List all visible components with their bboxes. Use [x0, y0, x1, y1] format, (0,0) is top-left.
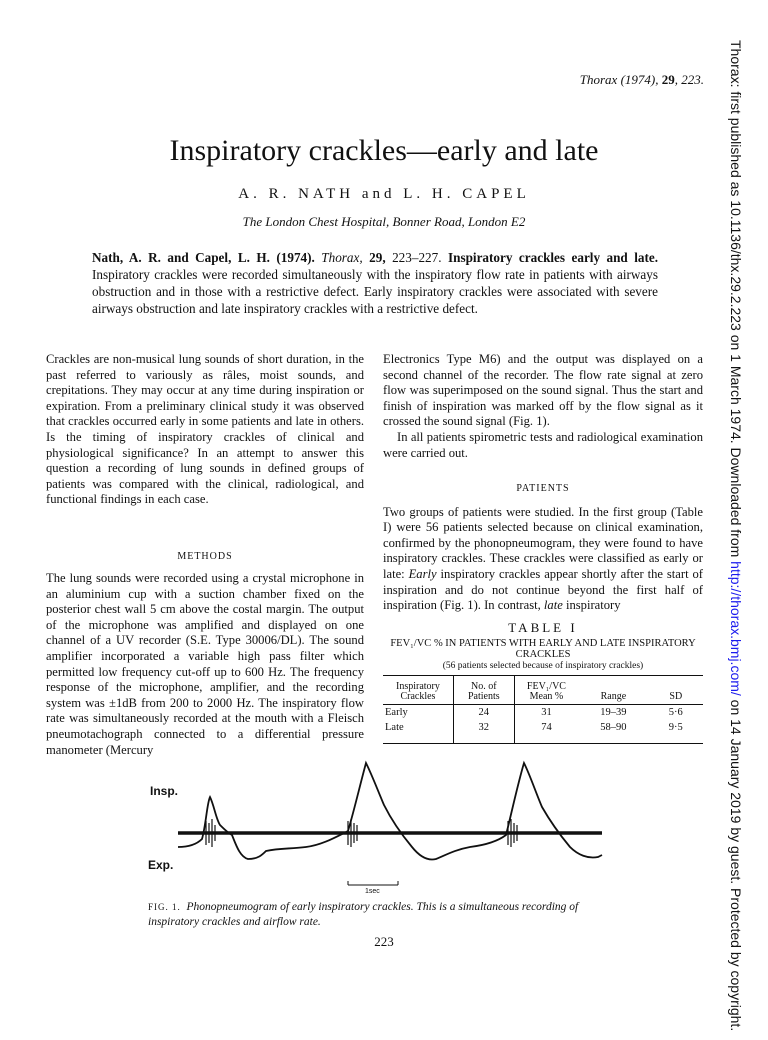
side-download-note: [728, 40, 744, 1040]
intro-paragraph: Crackles are non-musical lung sounds of short duration, in the past referred to variously as râles, moist sounds, and crepitations. They may occur at any time during inspiration or expiration. From a preliminary clinical study it was observed that crackles occurred early in some patients and late in others. Is the timing of inspiratory crackles of clinical and physiological significance? In an attempt to answer this question a recording of lung sounds in defined groups of patients was compared with the clinical, radiological, and functional findings in each case.: [46, 352, 364, 507]
table-header-row: [383, 676, 703, 705]
figure-1: [140, 755, 610, 895]
patients-section: [383, 481, 703, 614]
table-cell: 32: [453, 720, 514, 744]
patients-paragraph: [383, 505, 703, 614]
side-note-suffix: on 14 January 2019 by guest. Protected by copyright.: [728, 695, 744, 1032]
table-header-cell: FEV₁/VC Mean %: [514, 676, 578, 705]
table-title: TABLE I: [508, 620, 578, 635]
journal-year: (1974),: [617, 72, 662, 87]
journal-name: Thorax: [579, 72, 618, 87]
journal-page: , 223.: [674, 72, 704, 87]
insp-label: Insp.: [150, 784, 179, 798]
table-subcaption: (56 patients selected because of inspiratory crackles): [442, 661, 644, 671]
table-row: [383, 720, 703, 744]
table-cell: 58–90: [600, 722, 627, 733]
table-header-cell: Inspiratory Crackles: [383, 676, 453, 705]
table-header-cell: Range: [578, 676, 648, 705]
page-number: 223: [374, 934, 394, 949]
abstract-citation: Nath, A. R. and Capel, L. H. (1974).: [92, 250, 315, 265]
abstract-pages: 223–227.: [392, 250, 442, 265]
methods-heading: METHODS: [177, 551, 233, 562]
abstract-volume: 29,: [369, 250, 386, 265]
scale-label: 1sec: [365, 888, 380, 895]
side-note-prefix: Thorax: first published as 10.1136/thx.29.2.223 on 1 March 1974. Downloaded from: [728, 40, 744, 562]
patients-heading: PATIENTS: [516, 483, 570, 494]
journal-reference: [580, 72, 704, 88]
patients-late: late: [543, 598, 563, 613]
abstract-journal: Thorax,: [321, 250, 363, 265]
right-column-top: [383, 352, 703, 461]
right-paragraph-1: Electronics Type M6) and the output was displayed on a second channel of the recorder. The flow rate signal at zero flow was superimposed on the sound signal. Thus the start and finish of inspiration was marked off by the flow signal as it crossed the sound signal (Fig. 1).: [383, 352, 703, 429]
side-note-link[interactable]: http://thorax.bmj.com/: [728, 561, 744, 696]
table-cell: 31: [541, 707, 552, 718]
patients-text-a: Two groups of patients were studied. In the first group (Table I) were 56 patients selected because on clinical examination, confirmed by the phonopneumogram, they were found to have inspiratory crackles. These crackles were classified as early or late:: [383, 504, 703, 581]
patients-early: Early: [408, 566, 437, 581]
figure-caption-text: Phonopneumogram of early inspiratory crackles. This is a simultaneous recording of inspiratory crackles and airflow rate.: [148, 901, 579, 928]
flow-trace: [178, 763, 602, 860]
table-cell: Late: [383, 720, 453, 744]
right-paragraph-2: In all patients spirometric tests and radiological examination were carried out.: [383, 429, 703, 460]
table-header-cell: No. of Patients: [453, 676, 514, 705]
table-cell: 24: [453, 705, 514, 721]
table-row: [383, 705, 703, 721]
patients-text-c: inspiratory: [562, 598, 621, 613]
figure-caption: [148, 900, 608, 930]
authors: A. R. NATH and L. H. CAPEL: [238, 186, 530, 202]
article-title: Inspiratory crackles—early and late: [169, 134, 599, 167]
table-cell: 9·5: [668, 722, 683, 733]
abstract-title: Inspiratory crackles early and late.: [447, 250, 659, 265]
table-header-cell: SD: [649, 676, 703, 705]
abstract-text: Inspiratory crackles were recorded simultaneously with the inspiratory flow rate in patients with airways obstruction and in those with a restrictive defect. Early inspiratory crackles were associated with severe airways obstruction and late inspiratory crackles with a restrictive defect.: [92, 267, 658, 316]
journal-volume: 29: [661, 72, 675, 87]
abstract: [92, 249, 658, 317]
methods-paragraph: The lung sounds were recorded using a crystal microphone in an aluminium cup with a suction chamber fixed on the posterior chest wall 5 cm above the costal margin. The output of the microphone was amplified and displayed on one channel of a UV recorder (S.E. Type 30006/DL). The sound amplifier incorporated a variable high pass filter which permitted low frequency cut-off up to 600 Hz. The frequency response of the microphone, amplifier, and the recording system was ±1dB from 200 to 2000 Hz. The inspiratory flow rate was simultaneously recorded at the mouth with a Fleisch pneumotachograph connected to a differential pressure manometer (Mercury: [46, 571, 364, 757]
table-cell: 19–39: [600, 707, 627, 718]
patients-text-b: inspiratory crackles appear shortly after the start of inspiration and do not continue beyond the first half of inspiration (Fig. 1). In contrast,: [383, 566, 703, 613]
exp-label: Exp.: [148, 858, 174, 872]
table-caption: FEV₁/VC % IN PATIENTS WITH EARLY AND LATE INSPIRATORY CRACKLES: [390, 638, 696, 660]
table-1: [383, 620, 703, 744]
figure-label: FIG. 1.: [148, 902, 181, 912]
data-table: [383, 675, 703, 744]
table-cell: Early: [383, 705, 453, 721]
table-cell: 5·6: [668, 707, 683, 718]
table-cell: 74: [541, 722, 552, 733]
affiliation: The London Chest Hospital, Bonner Road, London E2: [242, 214, 526, 229]
phonopneumogram-plot: [140, 755, 610, 895]
